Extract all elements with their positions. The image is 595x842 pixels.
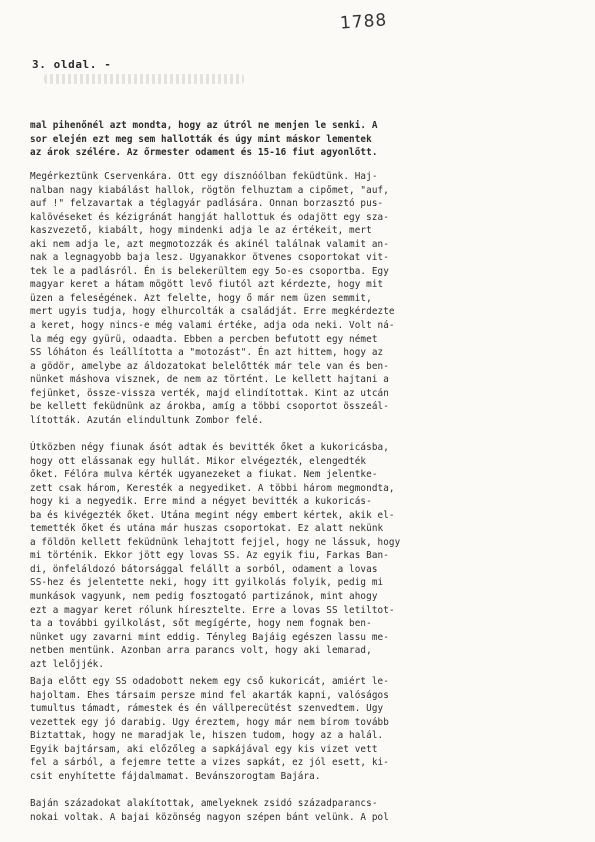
text-line: di, önfeláldozó bátorsággal felállt a sorból, odament a lovas [30, 563, 378, 575]
paragraph-4 [30, 675, 570, 783]
text-line: netben mentünk. Azonban arra parancs volt, hogy aki lemarad, [30, 645, 372, 657]
text-line: fel a sárból, a fejemre tette a vizes sapkát, ez jól esett, ki- [30, 757, 389, 769]
text-line: hogy ott elássanak egy hullát. Mikor elvégezték, elengedték [30, 455, 367, 467]
text-line: kaszvezető, kiabált, hogy mindenki adja le az értékeit, mert [30, 225, 372, 237]
paragraph-5 [30, 797, 570, 824]
paragraph-2 [30, 170, 570, 427]
text-line: magyar keret a hátam mögött levő fiutól azt kérdezte, hogy mit [30, 279, 384, 291]
text-line: csit enyhítette fájdalmamat. Bevánszorogtam Bajára. [30, 770, 321, 782]
text-line: aki nem adja le, azt megmotozzák és akinél találnak valamit an- [30, 238, 389, 250]
text-line: munkások vagyunk, nem pedig fosztogató partizánok, mint ahogy [30, 591, 378, 603]
text-line: temették őket és utána már huszas csoportokat. Ez alatt nekünk [30, 523, 384, 535]
text-line: nak a legnagyobb baja lesz. Ugyanakkor ötvenes csoportokat vit- [30, 252, 389, 264]
text-line: nünket máshova visznek, de nem az történt. Le kellett hajtani a [30, 374, 389, 386]
text-line: be kellett feküdnünk az árokba, amíg a többi csoportot összeál- [30, 401, 389, 413]
text-line: mert ugyis tudja, hogy elhurcolták a családját. Erre megkérdezte [30, 306, 395, 318]
text-line: zett csak három, Keresték a negyediket. A többi három megmondta, [30, 482, 395, 494]
text-line: őket. Félóra mulva kérték ugyanezeket a fiukat. Nem jelentke- [30, 469, 378, 481]
paragraph-1 [30, 119, 570, 160]
text-line: a földön kellett feküdnünk lehajtott fejjel, hogy ne lássuk, hogy [30, 536, 401, 548]
text-line: nalban nagy kiabálást hallok, rögtön felhuztam a cipőmet, "auf, [30, 184, 389, 196]
text-line: SS-hez és jelentette neki, hogy itt gyilkolás folyik, pedig mi [30, 577, 384, 589]
text-line: üzen a feleségének. Azt felelte, hogy ő már nem üzen semmit, [30, 292, 372, 304]
text-line: lították. Azután elindultunk Zombor felé. [30, 414, 264, 426]
text-line: ba és kivégezték őket. Utána megint négy embert kértek, akik el- [30, 509, 395, 521]
text-line: a keret, hogy nincs-e még valami értéke, adja oda neki. Volt ná- [30, 320, 395, 332]
text-line: mal pihenőnél azt mondta, hogy az útról ne menjen le senki. A [30, 120, 378, 131]
text-line: tek le a padlásról. Én is belekerültem egy 5o-es csoportba. Egy [30, 265, 389, 277]
text-line: SS lóháton és leállította a "motozást". Én azt hittem, hogy az [30, 347, 384, 359]
text-line: ezt a magyar keret rólunk híresztelte. Erre a lovas SS letiltot- [30, 604, 395, 616]
document-number: 1788 [339, 10, 388, 34]
text-line: la még egy gyürü, odaadta. Ebben a percben befutott egy német [30, 333, 378, 345]
text-line: Útközben négy fiunak ásót adtak és bevitték őket a kukoricásba, [30, 442, 389, 453]
text-line: fejünket, össze-vissza verték, majd elindítottak. Kint az utcán [30, 387, 389, 399]
text-line: mi történik. Ekkor jött egy lovas SS. Az egyik fiu, Farkas Ban- [30, 550, 389, 562]
text-line: sor elején ezt meg sem hallották és úgy mint máskor lementek [30, 133, 372, 145]
text-line: Baja előtt egy SS odadobott nekem egy cső kukoricát, amiért le- [30, 676, 389, 687]
text-line: tumultus támadt, rámestek és én vállperecütést szenvedtem. Ugy [30, 703, 384, 715]
text-line: vezettek egy jó darabig. Ugy éreztem, hogy már nem bírom tovább [30, 716, 389, 728]
text-line: nünket ugy zavarni mint eddig. Tényleg Bajáig egészen lassu me- [30, 631, 389, 643]
text-line: a gödör, amelybe az áldozatokat belelőtték már tele van és ben- [30, 360, 389, 372]
faint-bleedthrough-line [44, 74, 244, 84]
paragraph-3 [30, 441, 570, 671]
text-line: azt lelőjjék. [30, 658, 105, 670]
text-line: Megérkeztünk Cservenkára. Ott egy disznóólban feküdtünk. Haj- [30, 171, 378, 182]
text-line: hajoltam. Ehes társaim persze mind fel akarták kapni, valóságos [30, 689, 389, 701]
text-line: hogy ki a negyedik. Erre mind a négyet bevitték a kukoricás- [30, 496, 372, 508]
text-line: nokai voltak. A bajai közönség nagyon szépen bánt velünk. A pol [30, 811, 389, 823]
page-header: 3. oldal. - [32, 58, 112, 71]
text-line: Baján századokat alakítottak, amelyeknek zsidó századparancs- [30, 798, 378, 809]
text-line: kalövéseket és kézigránát hangját hallottuk és odajött egy sza- [30, 211, 389, 223]
text-line: az árok szélére. Az őrmester odament és 15-16 fiut agyonlőtt. [30, 147, 378, 159]
text-line: auf !" felzavartak a téglagyár padlására. Onnan borzasztó pus- [30, 198, 384, 210]
text-line: Biztattak, hogy ne maradjak le, hiszen tudom, hogy az a halál. [30, 730, 384, 742]
text-line: ta a további gyilkolást, sőt megígérte, hogy nem fognak ben- [30, 618, 372, 630]
text-line: Egyik bajtársam, aki előzőleg a sapkájával egy kis vizet vett [30, 743, 378, 755]
